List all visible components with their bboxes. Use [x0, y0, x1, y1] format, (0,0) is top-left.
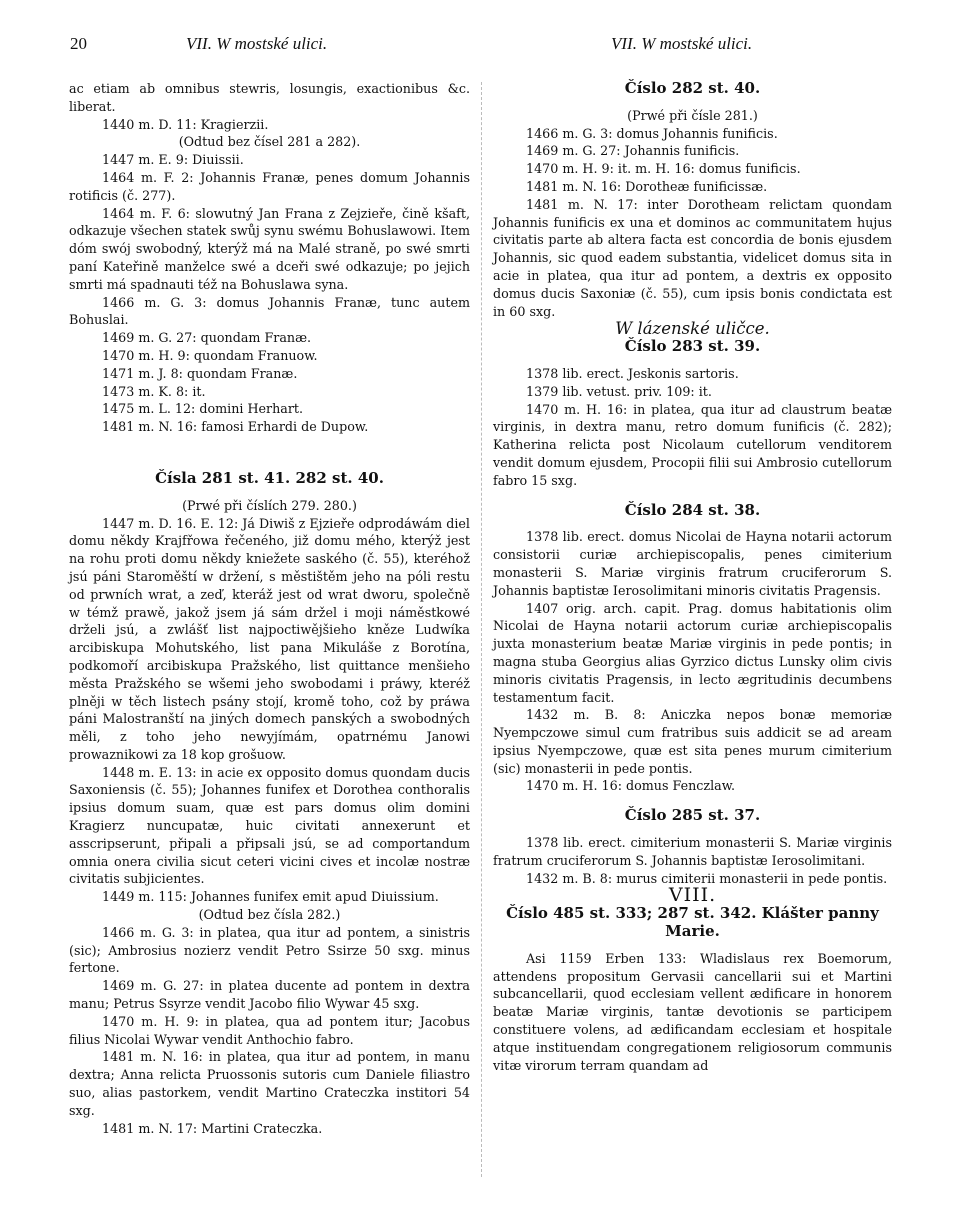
entry: 1470 m. H. 9: quondam Franuow. — [102, 347, 318, 363]
entry: 1464 m. F. 6: slowutný Jan Frana z Zejzieře, čině kšaft, odkazuje všechen statek swůj synu swému Bohuslawowi. Item dóm swój swobodný, kterýž má na Malé straně, po swé smrti paní Kateřině manželce swé a dceři swé odkazuje; po jejich smrti má spadnauti též na Bohuslawa syna. — [69, 205, 470, 292]
entry: 1464 m. F. 2: Johannis Franæ, penes domum Johannis rotificis (č. 277). — [69, 169, 470, 203]
entry: 1466 m. G. 3: in platea, qua itur ad pontem, a sinistris (sic); Ambrosius nozierz vendit Petro Ssirze 50 sxg. minus fertone. — [69, 924, 470, 976]
entry: 1449 m. 115: Johannes funifex emit apud Diuissium. — [102, 889, 439, 905]
column-divider — [481, 82, 482, 1177]
entry: 1469 m. G. 27: in platea ducente ad pontem in dextra manu; Petrus Ssyrze vendit Jacobo filio Wywar 45 sxg. — [69, 978, 470, 1012]
entry: 1469 m. G. 27: Johannis funificis. — [526, 143, 740, 159]
entry: 1470 m. H. 9: in platea, qua ad pontem itur; Jacobus filius Nicolai Wywar vendit Anthochio fabro. — [69, 1013, 470, 1047]
entry: 1379 lib. vetust. priv. 109: it. — [526, 383, 712, 399]
entry: Asi 1159 Erben 133: Wladislaus rex Boemorum, attendens propositum Gervasii cancellarii sui et Martini subcancellarii, quod ecclesiam vellent ædificare in honorem beatæ Mariæ virginis, tantæ devotionis se participem constituere volens, ad ædificandam ecclesiam et hospitale atque instituendam congregationem religiosorum communis vitæ virorum terram quandam ad — [493, 950, 892, 1073]
house-number-heading: Číslo 285 st. 37. — [624, 806, 761, 825]
paragraph: ac etiam ab omnibus stewris, losungis, exactionibus &c. liberat. — [69, 81, 470, 114]
entry: 1470 m. H. 16: in platea, qua itur ad claustrum beatæ virginis, in dextra manu, retro domum funificis (č. 282); Katherina relicta post Nicolaum cutellorum venditorem vendit domum ejusdem, Procopii filii sui Ambrosio cutellorum fabro 15 sxg. — [493, 401, 892, 488]
entry: 1448 m. E. 13: in acie ex opposito domus quondam ducis Saxoniensis (č. 55); Johannes funifex et Dorothea conthoralis ipsius domum suam, quæ est pars domus olim domini Kragierz nuncupatæ, huic civitati annexerunt et asscripserunt, připali a připsali jsú, se ad comportandum omnia onera civilia sicut ceteri vicini cives et incolæ nostræ civitatis subjicientes. — [69, 764, 470, 887]
running-head-right: VII. W mostské ulici. — [611, 34, 753, 53]
entry: 1481 m. N. 16: in platea, qua itur ad pontem, in manu dextra; Anna relicta Pruossonis sutoris cum Daniele filiastro suo, alias pastorkem, vendit Martino Crateczka institori 54 sxg. — [69, 1049, 470, 1118]
entry: 1432 m. B. 8: murus cimiterii monasterii in pede pontis. — [526, 870, 888, 886]
note: (Prwé při číslích 279. 280.) — [182, 497, 357, 513]
right-column — [493, 80, 892, 1074]
house-number-heading: Čísla 281 st. 41. 282 st. 40. — [155, 468, 384, 487]
entry: 1470 m. H. 16: domus Fenczlaw. — [526, 778, 736, 794]
entry: 1473 m. K. 8: it. — [102, 383, 206, 399]
entry: 1481 m. N. 16: Dorotheæ funificissæ. — [526, 178, 768, 194]
running-head-left: VII. W mostské ulici. — [186, 34, 328, 53]
entry: 1481 m. N. 17: Martini Crateczka. — [102, 1120, 323, 1136]
entry: 1481 m. N. 17: inter Dorotheam relictam quondam Johannis funificis ex una et dominos ac communitatem hujus civitatis parte ab altera facta est concordia de bonis ejusdem Johannis, sic quod eadem substantia, videlicet domus sita in acie in platea, qua itur ad pontem, a dextris ex opposito domus ducis Saxoniæ (č. 55), cum ipsis bonis condictata est in 60 sxg. — [493, 196, 892, 319]
entry: 1447 m. E. 9: Diuissii. — [102, 152, 244, 168]
page-number: 20 — [70, 34, 87, 53]
house-number-heading: Číslo 283 st. 39. — [624, 337, 761, 356]
entry: 1378 lib. erect. Jeskonis sartoris. — [526, 365, 739, 381]
note: (Prwé při čísle 281.) — [627, 107, 758, 123]
left-column — [69, 80, 470, 1137]
entry: 1470 m. H. 9: it. m. H. 16: domus funificis. — [526, 161, 801, 177]
entry: 1440 m. D. 11: Kragierzii. — [102, 116, 269, 132]
entry: 1471 m. J. 8: quondam Franæ. — [102, 365, 298, 381]
entry: 1481 m. N. 16: famosi Erhardi de Dupow. — [102, 419, 369, 435]
entry: 1469 m. G. 27: quondam Franæ. — [102, 330, 312, 346]
entry: 1466 m. G. 3: domus Johannis Franæ, tunc autem Bohuslai. — [69, 294, 470, 328]
entry: 1475 m. L. 12: domini Herhart. — [102, 401, 304, 417]
entry: 1447 m. D. 16. E. 12: Já Diwiš z Ejzieře odprodáwám diel domu někdy Krajfřowa řečeného, již domu mého, kterýž jest na rohu proti domu někdy kniežete saského (č. 55), kteréhož jsú páni Staroměští w držení, s městištěm jeho na póli restu od prwních wrat, a zeď, kteráž jest od wrat dworu, společně w témž prawě, jakož jsem já sám držel i moji náměstkowé drželi jsú, a zwlášť list najpoctiwějšieho kněze Ludwíka arcibiskupa Mohutského, list pana Mikuláše z Borotína, podkomoří arcibiskupa Pražského, list quittance menšieho města Pražského se wšemi jeho swobodami i práwy, kteréž plněji w těch listech psány stojí, kromě toho, což by práwa páni Malostranští na jiných domech panských a swobodných měli, z toho jeho newyjímám, opatrnému Janowi prowaznikowi za 18 kop grošuow. — [69, 515, 470, 762]
note: (Odtud bez čísel 281 a 282). — [178, 134, 361, 150]
section-title: W lázenské uličce. — [615, 319, 770, 339]
entry: 1378 lib. erect. cimiterium monasterii S. Mariæ virginis fratrum cruciferorum S. Johannis baptistæ Ierosolimitani. — [493, 835, 892, 868]
house-number-heading: Číslo 485 st. 333; 287 st. 342. Klášter panny Marie. — [506, 904, 879, 941]
note: (Odtud bez čísla 282.) — [198, 907, 341, 923]
entry: 1407 orig. arch. capit. Prag. domus habitationis olim Nicolai de Hayna notarii actorum curiæ archiepiscopalis juxta monasterium beatæ Mariæ virginis in pede pontis; in magna stuba Georgius alias Gyrzico dictus Lunsky olim civis minoris civitatis Pragensis, in lecto ægritudinis decumbens testamentum facit. — [493, 600, 892, 705]
entry: 1378 lib. erect. domus Nicolai de Hayna notarii actorum consistorii curiæ archiepiscopalis, penes cimiterium monasterii S. Mariæ virginis fratrum cruciferorum S. Johannis baptistæ Ierosolimitani minoris civitatis Pragensis. — [493, 529, 892, 598]
chapter-numeral: VIII. — [668, 884, 717, 907]
entry: 1432 m. B. 8: Aniczka nepos bonæ memoriæ Nyempczowe simul cum fratribus suis addicit se ad aream ipsius Nyempczowe, quæ est sita penes murum cimiterium (sic) monasterii in pede pontis. — [493, 707, 892, 776]
house-number-heading: Číslo 284 st. 38. — [624, 500, 761, 519]
house-number-heading: Číslo 282 st. 40. — [624, 79, 761, 97]
entry: 1466 m. G. 3: domus Johannis funificis. — [526, 125, 778, 141]
